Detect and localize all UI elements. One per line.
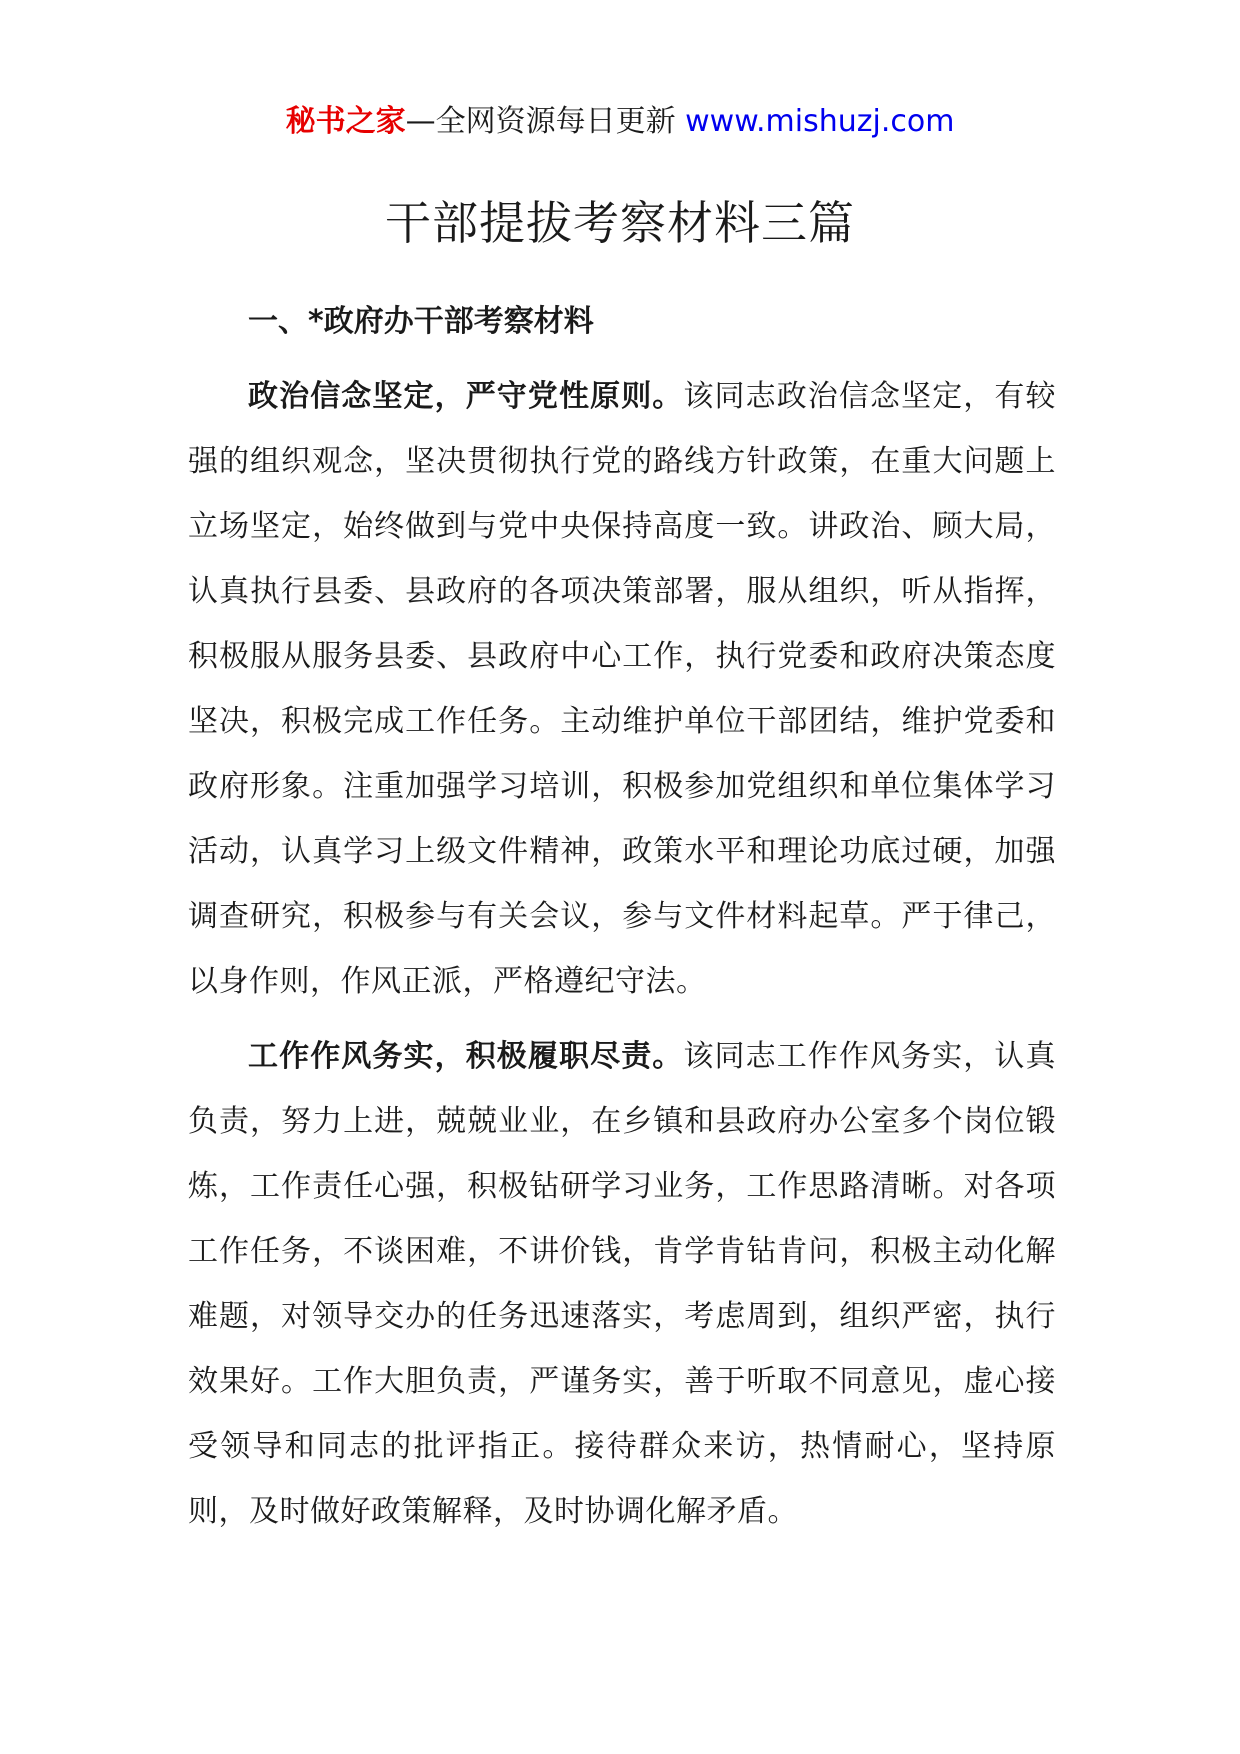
site-banner <box>0 100 1240 144</box>
paragraph-lead: 工作作风务实，积极履职尽责。 <box>248 1039 684 1074</box>
banner-brand: 秘书之家 <box>285 104 406 139</box>
section-heading: 一、*政府办干部考察材料 <box>248 304 594 339</box>
paragraph <box>188 364 1056 1014</box>
paragraph-body: 该同志政治信念坚定，有较强的组织观念，坚决贯彻执行党的路线方针政策，在重大问题上立场坚定，始终做到与党中央保持高度一致。讲政治、顾大局，认真执行县委、县政府的各项决策部署，服从组织，听从指挥，积极服从服务县委、县政府中心工作，执行党委和政府决策态度坚决，积极完成工作任务。主动维护单位干部团结，维护党委和政府形象。注重加强学习培训，积极参加党组织和单位集体学习活动，认真学习上级文件精神，政策水平和理论功底过硬，加强调查研究，积极参与有关会议，参与文件材料起草。严于律己，以身作则，作风正派，严格遵纪守法。 <box>188 379 1057 999</box>
banner-tagline: —全网资源每日更新 <box>405 104 686 139</box>
paragraph-body: 该同志工作作风务实，认真负责，努力上进，兢兢业业，在乡镇和县政府办公室多个岗位锻炼，工作责任心强，积极钻研学习业务，工作思路清晰。对各项工作任务，不谈困难，不讲价钱，肯学肯钻肯问，积极主动化解难题，对领导交办的任务迅速落实，考虑周到，组织严密，执行效果好。工作大胆负责，严谨务实，善于听取不同意见，虚心接受领导和同志的批评指正。接待群众来访，热情耐心，坚持原则，及时做好政策解释，及时协调化解矛盾。 <box>188 1039 1057 1529</box>
paragraph <box>188 1024 1056 1544</box>
document-title: 干部提拔考察材料三篇 <box>385 196 855 250</box>
paragraph-lead: 政治信念坚定，严守党性原则。 <box>248 379 684 414</box>
banner-url-link[interactable]: www.mishuzj.com <box>685 104 955 139</box>
